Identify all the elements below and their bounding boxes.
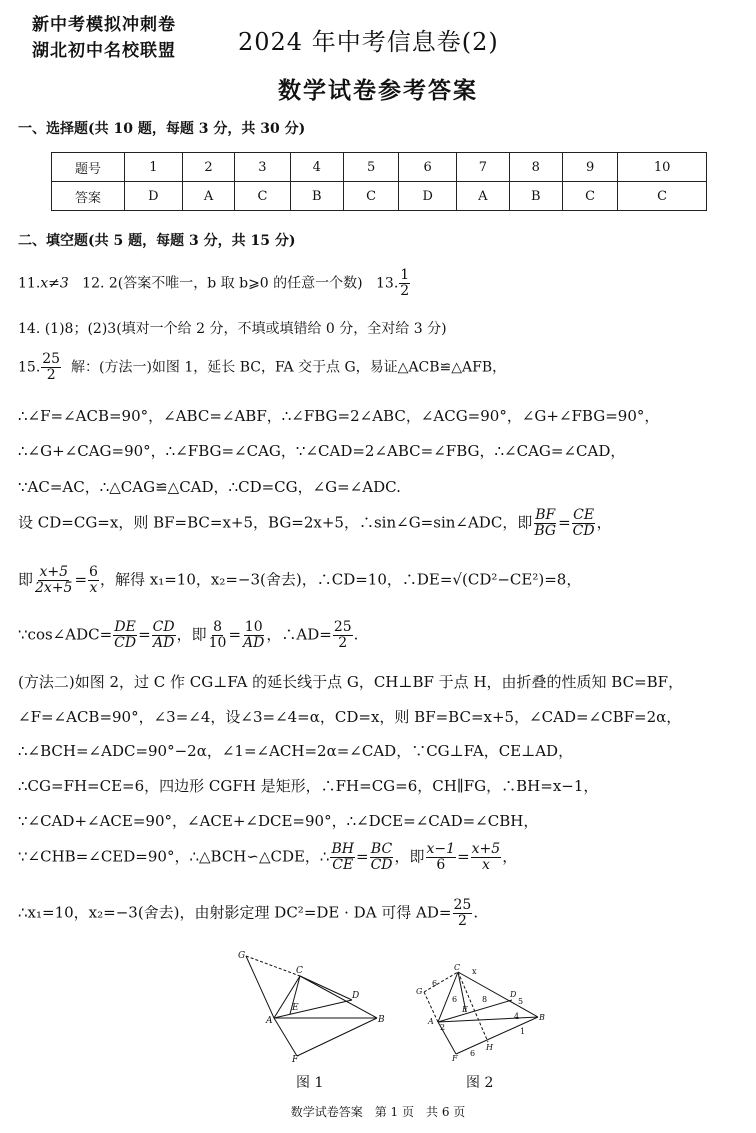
table-cell: 8 bbox=[509, 153, 562, 182]
fraction: $\frac{BC}{CD}$ bbox=[370, 841, 393, 873]
proof-text: ∴x₁=10，x₂=−3(舍去)，由射影定理 DC²=DE · DA 可得 AD= bbox=[18, 903, 452, 922]
header-left-line1: 新中考模拟冲刺卷 bbox=[32, 15, 176, 35]
svg-text:B: B bbox=[378, 1015, 385, 1025]
q15-number: 15. bbox=[18, 359, 41, 376]
svg-text:F: F bbox=[452, 1054, 458, 1062]
proof-text: ，解得 x₁=10，x₂=−3(舍去)，∴CD=10，∴DE=√(CD²−CE²)=8， bbox=[99, 570, 582, 589]
proof-text: ，即 bbox=[176, 625, 207, 644]
section1-heading: 一、选择题(共 10 题，每题 3 分，共 30 分) bbox=[18, 121, 306, 137]
fraction: $\frac{BH}{CE}$ bbox=[331, 841, 354, 873]
figure-1-diagram bbox=[232, 948, 392, 1063]
page-footer: 数学试卷答案 第 1 页 共 6 页 bbox=[290, 1105, 466, 1119]
svg-text:E: E bbox=[292, 1003, 299, 1013]
q15-intro-text: 解：(方法一)如图 1，延长 BC，FA 交于点 G，易证△ACB≌△AFB， bbox=[71, 359, 507, 376]
answer-line-14: 14. (1)8；(2)3(填对一个给 2 分，不填或填错给 0 分，全对给 3 分) bbox=[18, 321, 447, 337]
svg-text:F: F bbox=[292, 1055, 299, 1063]
table-cell: A bbox=[457, 182, 510, 211]
table-row bbox=[52, 182, 707, 211]
q12-answer: 12. 2(答案不唯一，b 取 b⩾0 的任意一个数) bbox=[82, 275, 363, 292]
svg-text:B: B bbox=[539, 1013, 545, 1022]
header-left-block bbox=[32, 12, 176, 64]
proof-text: ，即 bbox=[394, 847, 425, 866]
method2-line-4: ∴CG=FH=CE=6，四边形 CGFH 是矩形，∴FH=CG=6，CH∥FG，∴BH=x−1， bbox=[18, 777, 599, 795]
fraction: $\frac{x+5}{x}$ bbox=[471, 841, 501, 873]
method2-line-2: ∠F=∠ACB=90°，∠3=∠4，设∠3=∠4=α，CD=x，则 BF=BC=x+5，∠CAD=∠CBF=2α， bbox=[18, 708, 682, 726]
table-cell: D bbox=[125, 182, 183, 211]
figure-2-diagram bbox=[414, 962, 554, 1062]
table-cell: 2 bbox=[182, 153, 235, 182]
fraction: $\frac{CE}{CD}$ bbox=[572, 507, 595, 539]
svg-text:E: E bbox=[462, 1005, 468, 1014]
table-cell: 7 bbox=[457, 153, 510, 182]
table-cell: 9 bbox=[562, 153, 617, 182]
table-row bbox=[52, 153, 707, 182]
header-left-line2: 湖北初中名校联盟 bbox=[32, 41, 176, 61]
row-label-question: 题号 bbox=[52, 153, 125, 182]
svg-text:G: G bbox=[416, 987, 423, 996]
fraction: $\frac{x-1}{6}$ bbox=[426, 841, 456, 873]
q11-number: 11. bbox=[18, 275, 41, 292]
svg-text:A: A bbox=[266, 1016, 273, 1026]
proof-text: 即 bbox=[18, 570, 34, 589]
fraction: $\frac{8}{10}$ bbox=[208, 619, 227, 651]
figure-1-caption: 图 1 bbox=[296, 1075, 324, 1091]
fraction: $\frac{25}{2}$ bbox=[453, 897, 472, 929]
svg-text:D: D bbox=[510, 990, 517, 999]
svg-text:H: H bbox=[486, 1043, 493, 1052]
method2-line-5: ∵∠CAD+∠ACE=90°，∠ACE+∠DCE=90°，∴∠DCE=∠CAD=∠CBH， bbox=[18, 812, 539, 830]
svg-text:2: 2 bbox=[440, 1023, 446, 1032]
table-cell: 6 bbox=[399, 153, 457, 182]
svg-text:G: G bbox=[238, 951, 246, 961]
table-cell: C bbox=[343, 182, 398, 211]
proof-line-2: ∴∠G+∠CAG=90°，∴∠FBG=∠CAG，∵∠CAD=2∠ABC=∠FBG，∴∠CAG=∠CAD， bbox=[18, 442, 626, 460]
figure-2-caption: 图 2 bbox=[466, 1075, 494, 1091]
svg-text:6: 6 bbox=[470, 1049, 476, 1058]
svg-text:5: 5 bbox=[518, 997, 524, 1006]
table-cell: 3 bbox=[235, 153, 290, 182]
table-cell: 1 bbox=[125, 153, 183, 182]
fraction: $\frac{BF}{BG}$ bbox=[534, 507, 557, 539]
answer-line-15-intro bbox=[18, 352, 506, 383]
table-cell: C bbox=[618, 182, 707, 211]
fraction: $\frac{DE}{CD}$ bbox=[114, 619, 137, 651]
table-cell: B bbox=[509, 182, 562, 211]
q15-fraction: $\frac{25}{2}$ bbox=[42, 351, 61, 383]
svg-text:A: A bbox=[428, 1017, 434, 1026]
proof-line-6: ∵cos∠ADC= $\frac{DE}{CD}$ = $\frac{CD}{AD}$ ，即 $\frac{8}{10}$ = $\frac{10}{AD}$ ，∴AD= $\frac{25}{2}$ . bbox=[18, 619, 359, 651]
proof-text: ∵∠CHB=∠CED=90°，∴△BCH∽△CDE，∴ bbox=[18, 847, 330, 866]
svg-text:C: C bbox=[296, 966, 303, 976]
fraction: $\frac{CD}{AD}$ bbox=[152, 619, 175, 651]
method2-line-3: ∴∠BCH=∠ADC=90°−2α，∠1=∠ACH=2α=∠CAD，∵CG⊥FA，CE⊥AD， bbox=[18, 742, 574, 760]
svg-text:x: x bbox=[472, 967, 477, 976]
proof-line-1: ∴∠F=∠ACB=90°，∠ABC=∠ABF，∴∠FBG=2∠ABC，∠ACG=90°，∠G+∠FBG=90°， bbox=[18, 407, 660, 425]
svg-text:C: C bbox=[454, 963, 461, 972]
table-cell: C bbox=[562, 182, 617, 211]
proof-text: ∵cos∠ADC= bbox=[18, 625, 113, 644]
answer-line-11-13 bbox=[18, 268, 411, 299]
table-cell: D bbox=[399, 182, 457, 211]
table-cell: 5 bbox=[343, 153, 398, 182]
svg-text:6: 6 bbox=[432, 979, 438, 988]
q11-answer: x≠3 bbox=[40, 275, 69, 292]
q13-fraction: $\frac{1}{2}$ bbox=[400, 267, 410, 299]
method2-line-7: ∴x₁=10，x₂=−3(舍去)，由射影定理 DC²=DE · DA 可得 AD= $\frac{25}{2}$ . bbox=[18, 897, 479, 929]
svg-text:1: 1 bbox=[520, 1027, 526, 1036]
paper-title: 2024 年中考信息卷(2) bbox=[238, 28, 499, 56]
svg-text:6: 6 bbox=[452, 995, 458, 1004]
proof-text: 设 CD=CG=x，则 BF=BC=x+5，BG=2x+5，∴sin∠G=sin∠ADC，即 bbox=[18, 513, 533, 532]
table-cell: C bbox=[235, 182, 290, 211]
answer-key-title: 数学试卷参考答案 bbox=[278, 77, 478, 104]
table-cell: 10 bbox=[618, 153, 707, 182]
svg-text:4: 4 bbox=[514, 1012, 520, 1021]
svg-text:D: D bbox=[352, 991, 360, 1001]
answer-table bbox=[51, 152, 707, 211]
proof-line-5: 即 $\frac{x+5}{2x+5}$ = $\frac{6}{x}$ ，解得 x₁=10，x₂=−3(舍去)，∴CD=10，∴DE=√(CD²−CE²)=8， bbox=[18, 564, 582, 596]
table-cell: B bbox=[290, 182, 343, 211]
proof-text: ，∴AD= bbox=[266, 625, 332, 644]
fraction: $\frac{6}{x}$ bbox=[89, 564, 98, 596]
svg-text:8: 8 bbox=[482, 995, 488, 1004]
proof-line-4: 设 CD=CG=x，则 BF=BC=x+5，BG=2x+5，∴sin∠G=sin∠ADC，即 $\frac{BF}{BG}$ = $\frac{CE}{CD}$ ， bbox=[18, 507, 612, 539]
table-cell: A bbox=[182, 182, 235, 211]
fraction: $\frac{10}{AD}$ bbox=[243, 619, 265, 651]
section2-heading: 二、填空题(共 5 题，每题 3 分，共 15 分) bbox=[18, 233, 296, 249]
q13-number: 13. bbox=[376, 275, 399, 292]
table-cell: 4 bbox=[290, 153, 343, 182]
proof-line-3: ∵AC=AC，∴△CAG≌△CAD，∴CD=CG，∠G=∠ADC. bbox=[18, 478, 401, 496]
method2-line-6: ∵∠CHB=∠CED=90°，∴△BCH∽△CDE，∴ $\frac{BH}{CE}$ = $\frac{BC}{CD}$ ，即 $\frac{x-1}{6}$ = $\frac{x+5}{x}$ ， bbox=[18, 841, 518, 873]
row-label-answer: 答案 bbox=[52, 182, 125, 211]
fraction: $\frac{x+5}{2x+5}$ bbox=[35, 564, 73, 596]
method2-line-1: (方法二)如图 2，过 C 作 CG⊥FA 的延长线于点 G，CH⊥BF 于点 H，由折叠的性质知 BC=BF， bbox=[18, 673, 684, 691]
fraction: $\frac{25}{2}$ bbox=[333, 619, 352, 651]
